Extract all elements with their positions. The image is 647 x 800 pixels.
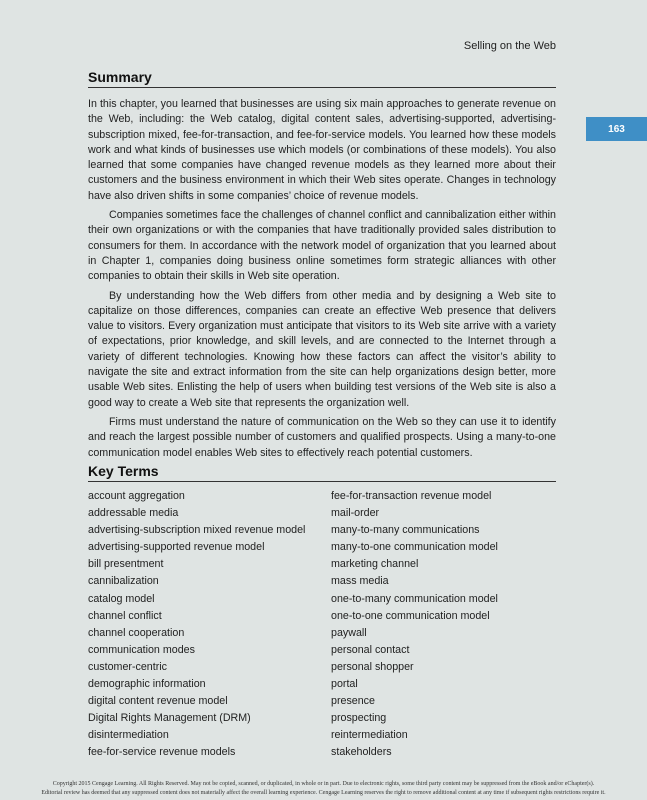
running-head: Selling on the Web: [463, 40, 556, 52]
key-term: channel cooperation: [88, 626, 185, 639]
key-term: disintermediation: [88, 729, 169, 742]
summary-paragraph: Companies sometimes face the challenges of channel conflict and cannibalization either within their own organizations or with the companies that have traditionally provided sales distribution to consumers for them. In accordance with the network model of organization that you learned about in Chapter 1, companies doing business online sometimes form strategic alliances with other companies to obtain their skills in Web site operation.: [88, 209, 556, 283]
summary-heading: Summary: [88, 69, 556, 88]
page-number-tab: 163: [586, 117, 647, 141]
key-term: stakeholders: [331, 746, 392, 759]
key-term: many-to-one communication model: [331, 541, 498, 554]
key-term: catalog model: [88, 592, 155, 605]
key-term: addressable media: [88, 507, 179, 520]
key-term: fee-for-transaction revenue model: [331, 490, 492, 502]
summary-paragraph: By understanding how the Web differs from other media and by designing a Web site to capitalize on those differences, companies can create an effective Web presence that delivers value to visitors. Every organization must anticipate that visitors to its Web site arrive with a variety of expectations, prior knowledge, and skill levels, and are connected to the Internet through a variety of different technologies. Knowing how these factors can affect the visitor’s ability to navigate the site and extract information from the site can help organizations design better, more usable Web sites. Enlisting the help of users when building test versions of the Web site is also a good way to create a Web site that represents the organization well.: [88, 289, 556, 409]
key-term: prospecting: [331, 712, 387, 725]
summary-paragraph: Firms must understand the nature of communication on the Web so they can use it to identify and reach the largest possible number of customers and qualified prospects. Using a many-to-one communication model enables Web sites to effectively reach potential customers.: [88, 415, 556, 459]
key-term: advertising-subscription mixed revenue model: [88, 524, 306, 537]
key-term: fee-for-service revenue models: [88, 746, 236, 759]
summary-paragraph: In this chapter, you learned that businesses are using six main approaches to generate revenue on the Web, including: the Web catalog, digital content sales, advertising-supported, advertising-subscription mixed, fee-for-transaction, and fee-for-service models. You learned how these models work and what kinds of businesses use which models (or combinations of these models). You also learned that some companies have changed revenue models as they learned more about their customers and the business environment in which their Web sites operate. Changes in technology have also driven shifts in some companies’ choice of revenue models.: [88, 98, 556, 202]
copyright-notice: [0, 780, 647, 798]
key-term: cannibalization: [88, 575, 159, 588]
key-term: Digital Rights Management (DRM): [88, 712, 251, 725]
key-term: personal contact: [331, 643, 410, 656]
key-term: advertising-supported revenue model: [88, 541, 265, 554]
key-terms-right-column: [331, 488, 571, 762]
key-term: one-to-one communication model: [331, 609, 490, 622]
key-term: bill presentment: [88, 558, 164, 571]
key-term: paywall: [331, 626, 367, 639]
key-term: portal: [331, 678, 358, 691]
key-term: demographic information: [88, 678, 206, 691]
key-term: customer-centric: [88, 660, 167, 673]
key-term: account aggregation: [88, 490, 185, 502]
copyright-line: Editorial review has deemed that any suppressed content does not materially affect the overall learning experience. Cengage Learning reserves the right to remove additional content at any time if subsequent rights restrictions require it.: [41, 790, 606, 796]
key-terms-left-column: [88, 488, 328, 762]
key-terms-heading: Key Terms: [88, 463, 556, 482]
copyright-line: Copyright 2015 Cengage Learning. All Rights Reserved. May not be copied, scanned, or duplicated, in whole or in part. Due to electronic rights, some third party content may be suppressed from the eBook and/or eChapter(s).: [52, 781, 595, 787]
key-term: mass media: [331, 575, 389, 588]
key-term: digital content revenue model: [88, 695, 228, 708]
key-term: reintermediation: [331, 729, 408, 742]
key-term: communication modes: [88, 643, 195, 656]
key-term: many-to-many communications: [331, 524, 480, 537]
key-term: personal shopper: [331, 660, 414, 673]
key-term: presence: [331, 695, 375, 708]
key-term: marketing channel: [331, 558, 419, 571]
key-term: one-to-many communication model: [331, 592, 498, 605]
key-term: channel conflict: [88, 609, 162, 622]
key-term: mail-order: [331, 507, 380, 520]
summary-body: [88, 97, 556, 465]
